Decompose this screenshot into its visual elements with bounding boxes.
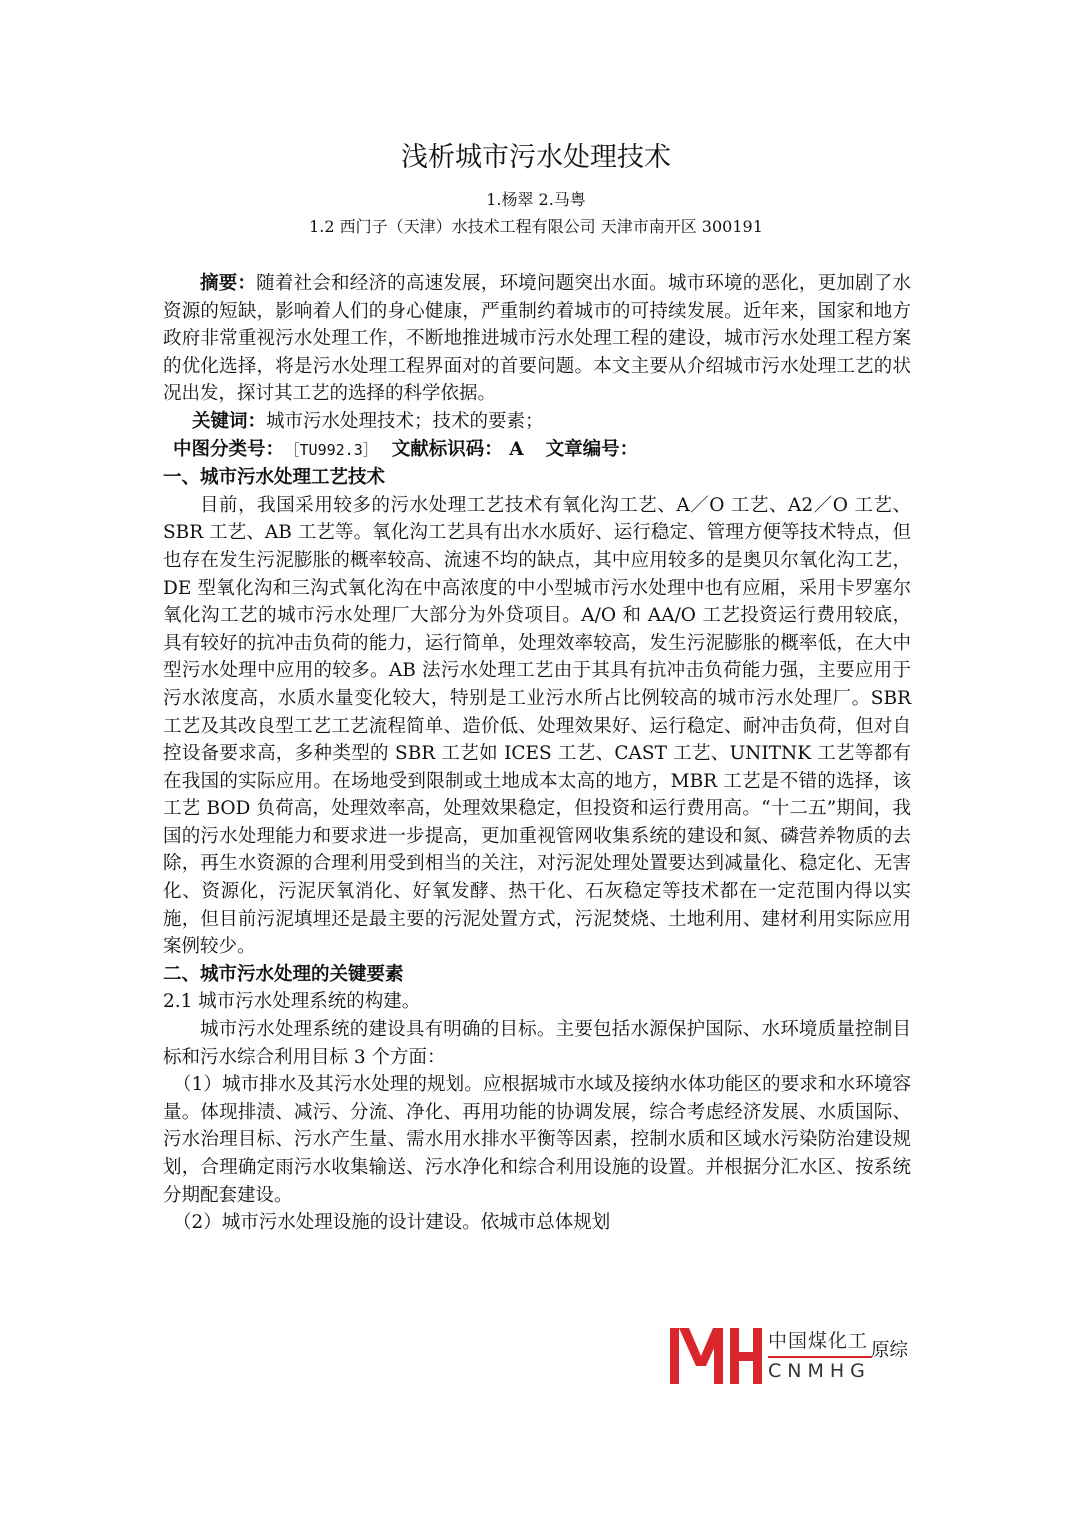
section-2-paragraph-3: （2）城市污水处理设施的设计建设。依城市总体规划 [173,1212,611,1234]
paragraph-3-tail: 原综 [871,1340,909,1361]
abstract-label: 摘要： [200,273,257,294]
section-1-title: 一、城市污水处理工艺技术 [163,467,386,489]
cnmhg-logo-mark-icon [668,1326,764,1388]
article-no-label: 文章编号： [545,438,639,460]
section-1-paragraph: 目前，我国采用较多的污水处理工艺技术有氧化沟工艺、A／O 工艺、A2／O 工艺、SBR 工艺、AB 工艺等。氧化沟工艺具有出水水质好、运行稳定、管理方便等技术特点，但也存在发生污泥膨胀的概率较高、流速不均的缺点，其中应用较多的是奥贝尔氧化沟工艺，DE 型氧化沟和三沟式氧化沟在中高浓度的中小型城市污水处理中也有应厢，采用卡罗塞尔氧化沟工艺的城市污水处理厂大部分为外贷项目。A/O 和 AA/O 工艺投资运行费用较底，具有较好的抗冲击负荷的能力，运行简单，处理效率较高，发生污泥膨胀的概率低，在大中型污水处理中应用的较多。AB 法污水处理工艺由于其具有抗冲击负荷能力强，主要应用于污水浓度高，水质水量变化较大，特别是工业污水所占比例较高的城市污水处理厂。SBR 工艺及其改良型工艺工艺流程简单、造价低、处理效果好、运行稳定、耐冲击负荷，但对自控设备要求高，多种类型的 SBR 工艺如 ICES 工艺、CAST 工艺、UNITNK 工艺等都有在我国的实际应用。在场地受到限制或土地成本太高的地方，MBR 工艺是不错的选择，该工艺 BOD 负荷高，处理效率高，处理效果稳定，但投资和运行费用高。“十二五”期间，我国的污水处理能力和要求进一步提高，更加重视管网收集系统的建设和氮、磷营养物质的去除，再生水资源的合理利用受到相当的关注，对污泥处理处置要达到减量化、稳定化、无害化、资源化，污泥厌氧消化、好氧发酵、热干化、石灰稳定等技术都在一定范围内得以实施，但目前污泥填埋还是最主要的污泥处置方式，污泥焚烧、土地利用、建材利用实际应用案例较少。 [163,494,911,958]
section-2-paragraph-1: 城市污水处理系统的建设具有明确的目标。主要包括水源保护国际、水环境质量控制目标和污水综合利用目标 3 个方面： [163,1019,911,1068]
paper-title: 浅析城市污水处理技术 [401,142,671,173]
classification-line [163,436,911,465]
paper-authors: 1.杨翠 2.马粤 [486,190,586,209]
class-label: 中图分类号： [173,438,285,460]
keywords [163,408,911,436]
section-2-paragraph-2: （1）城市排水及其污水处理的规划。应根据城市水域及接纳水体功能区的要求和水环境容量。体现排渍、减污、分流、净化、再用功能的协调发展，综合考虑经济发展、水质国际、污水治理目标、污水产生量、需水用水排水平衡等因素，控制水质和区域水污染防治建设规划，合理确定雨污水收集输送、污水净化和综合利用设施的设置。并根据分汇水区、按系统分期配套建设。 [163,1074,911,1206]
abstract-text: 随着社会和经济的高速发展，环境问题突出水面。城市环境的恶化，更加剧了水资源的短缺，影响着人们的身心健康，严重制约着城市的可持续发展。近年来，国家和地方政府非常重视污水处理工作，不断地推进城市污水处理工程的建设，城市污水处理工程方案的优化选择，将是污水处理工程界面对的首要问题。本文主要从介绍城市污水处理工艺的状况出发，探讨其工艺的选择的科学依据。 [163,273,911,405]
doc-code-value: A [509,438,524,460]
paper-body [163,270,911,1237]
logo-divider [768,1356,872,1358]
class-value: ［TU992.3］ [292,440,378,459]
keywords-label: 关键词： [192,410,267,432]
cnmhg-logo [668,1326,883,1388]
subsection-2-1-title: 2.1 城市污水处理系统的构建。 [163,991,421,1013]
doc-code-label: 文献标识码： [391,438,503,460]
keywords-text: 城市污水处理技术；技术的要素； [266,410,544,432]
section-2-title: 二、城市污水处理的关键要素 [163,963,404,985]
logo-english-text: CNMHG [768,1360,871,1382]
abstract [163,270,911,408]
paper-affiliation: 1.2 西门子（天津）水技术工程有限公司 天津市南开区 300191 [309,217,763,236]
logo-chinese-text: 中国煤化工 [768,1330,869,1352]
